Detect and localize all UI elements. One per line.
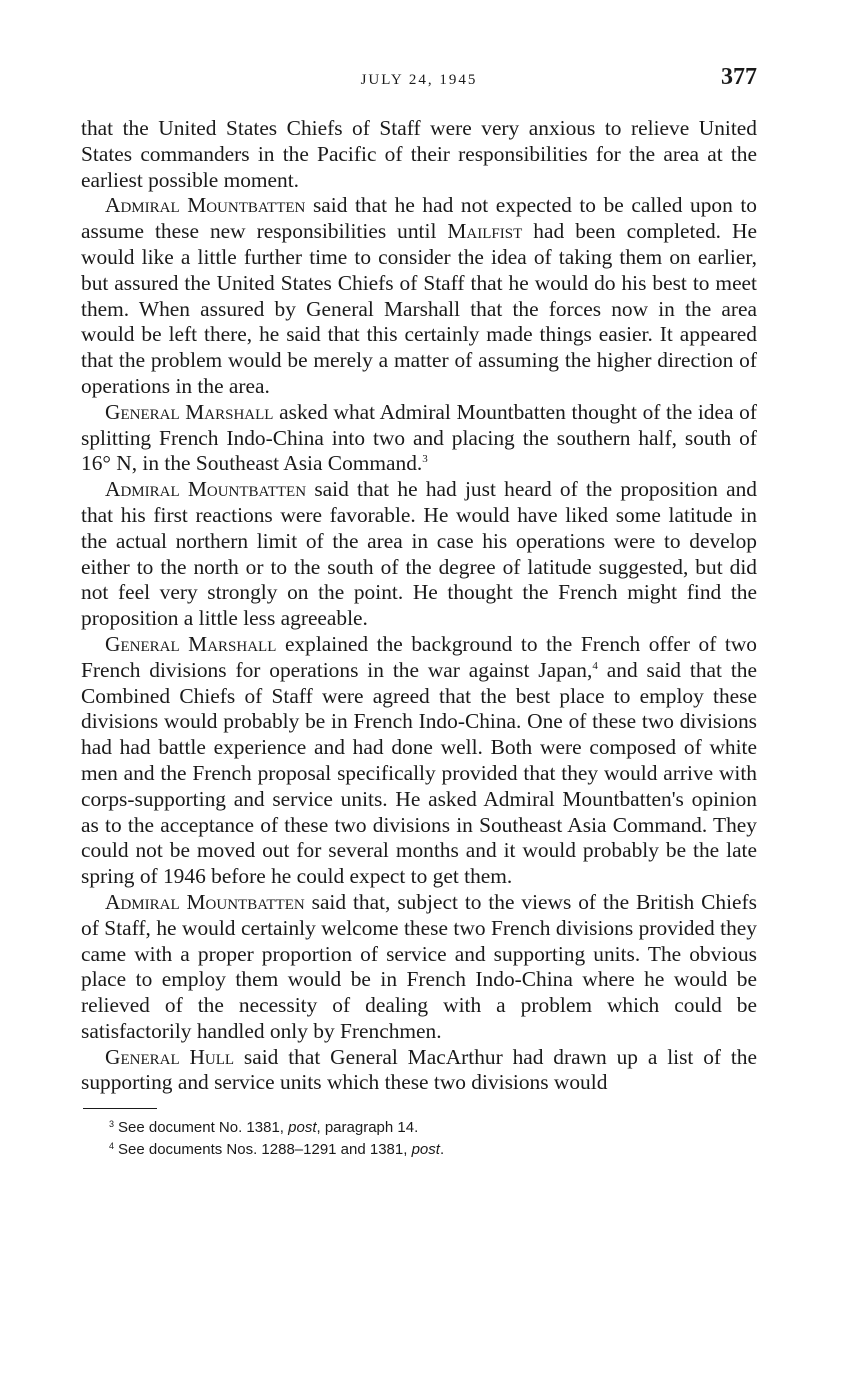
speaker-name: Admiral Mountbatten <box>105 477 307 502</box>
footnote-post: post <box>288 1119 317 1137</box>
footnote-text: See document No. 1381, <box>118 1119 289 1137</box>
footnote-mark: 4 <box>109 1141 115 1152</box>
paragraph-text: said that General MacArthur had drawn up a list of the supporting and service units which these two divisions would <box>81 1044 757 1095</box>
paragraph <box>81 632 757 890</box>
footnote-text: , paragraph 14. <box>316 1119 419 1137</box>
paragraph-text: had been completed. He would like a little further time to consider the idea of taking them on earlier, but assured the United States Chiefs of Staff that he would do his best to meet them. When assured by General Marshall that the forces now in the area would be left there, he said that this certainly made things easier. It appeared that the problem would be merely a matter of assuming the higher direction of operations in the area. <box>81 219 757 398</box>
speaker-name: Admiral Mountbatten <box>105 193 306 218</box>
operation-codename: Mailfist <box>447 219 523 244</box>
paragraph <box>81 890 757 1045</box>
paragraph <box>81 477 757 632</box>
footnote-text: See documents Nos. 1288–1291 and 1381, <box>118 1141 412 1159</box>
footnote-text: . <box>439 1141 445 1159</box>
footnote-mark: 3 <box>109 1119 115 1130</box>
paragraph-text: asked what Admiral Mountbatten thought of the idea of splitting French Indo-China into two and placing the southern half, south of 16° N, in the Southeast Asia Command. <box>81 399 757 476</box>
paragraph-text: and said that the Combined Chiefs of Staff were agreed that the best place to employ these divisions would probably be in French Indo-China. One of these two divisions had had battle experience and had done well. Both were composed of white men and the French proposal specifically provided that they would arrive with corps-supporting and service units. He asked Admiral Mountbatten's opinion as to the acceptance of these two divisions in Southeast Asia Command. They could not be moved out for several months and it would probably be the late spring of 1946 before he could expect to get them. <box>81 657 757 889</box>
paragraph-text: said that he had just heard of the proposition and that his first reactions were favorable. He would have liked some latitude in the actual northern limit of the area in case his operations were to develop either to the north or to the south of the degree of latitude suggested, but did not feel very strongly on the point. He thought the French might find the proposition a little less agreeable. <box>81 477 758 631</box>
paragraph-text: said that, subject to the views of the British Chiefs of Staff, he would certainly welcome these two French divisions provided they came with a proper proportion of service and supporting units. The obvious place to employ them would be in French Indo-China where he would be relieved of the necessity of dealing with a problem which could be satisfactorily handled only by Frenchmen. <box>81 889 757 1043</box>
footnote-reference: 4 <box>592 659 598 672</box>
speaker-name: General Marshall <box>105 399 274 424</box>
footnotes <box>109 1115 757 1159</box>
running-head <box>81 64 757 100</box>
footnote-divider <box>83 1108 157 1109</box>
speaker-name: General Marshall <box>105 631 277 656</box>
footnote-post: post <box>411 1141 440 1159</box>
paragraph-text: said that he had not expected to be called upon to assume these new responsibilities until <box>81 193 757 244</box>
speaker-name: General Hull <box>105 1044 235 1069</box>
footnote-reference: 3 <box>422 453 428 466</box>
footnote <box>109 1115 757 1137</box>
paragraph-text: that the United States Chiefs of Staff were very anxious to relieve United States commanders in the Pacific of their responsibilities for the area at the earliest possible moment. <box>81 116 757 192</box>
body-text <box>81 116 757 1096</box>
paragraph <box>81 400 757 477</box>
paragraph <box>81 116 757 193</box>
page-number: 377 <box>721 64 757 90</box>
running-head-date: JULY 24, 1945 <box>360 72 478 88</box>
footnote <box>109 1137 757 1159</box>
document-page <box>81 64 757 1159</box>
paragraph <box>81 193 757 399</box>
paragraph <box>81 1045 757 1097</box>
speaker-name: Admiral Mountbatten <box>105 889 305 914</box>
paragraph-text: explained the background to the French offer of two French divisions for operations in the war against Japan, <box>81 631 757 682</box>
